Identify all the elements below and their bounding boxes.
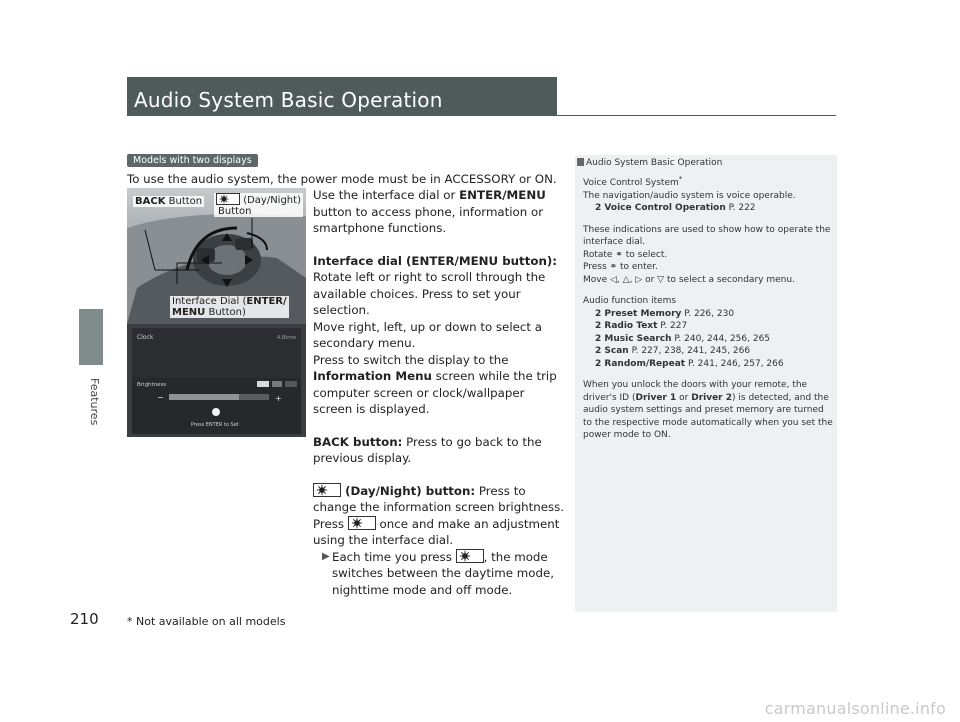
- title-rule: [127, 115, 836, 116]
- move-down-icon: ▽: [657, 274, 665, 285]
- move-up-icon: △: [622, 274, 630, 285]
- daynight-button-callout: (Day/Night) Button: [214, 193, 303, 217]
- voice-control-link[interactable]: Voice Control Operation: [604, 203, 726, 213]
- intro-text: To use the audio system, the power mode must be in ACCESSORY or ON.: [127, 172, 557, 186]
- screen-minus: −: [157, 393, 164, 402]
- page-number: 210: [70, 610, 99, 628]
- list-item: 2 Random/Repeat P. 241, 246, 257, 266: [595, 358, 784, 369]
- models-badge: Models with two displays: [127, 154, 258, 167]
- dial-heading: Interface dial (ENTER/MENU button):: [313, 253, 557, 268]
- preset-memory-link[interactable]: Preset Memory: [604, 308, 682, 319]
- list-item: 2 Music Search P. 240, 244, 256, 265: [595, 333, 771, 344]
- list-item: 2 Radio Text P. 227: [595, 321, 688, 331]
- sidebar-content: Voice Control System* The navigation/audio system is voice operable. 2 Voice Control Operation P. 222 These indications are used to show how to operate the interface dial. Rotate ⚭ to select. Press ⚭ to enter. Move ◁, △, ▷ or ▽ to select a secondary menu. Audio function items 2 Preset Memory P. 226, 230 2 Radio Text P. 227 2 Music Search P. 240, 244, 256, 265 2 Scan P. 227, 238, 241, 245, 266 2 Random/Repeat P. 241, 246, 257, 266 When you unlock the doors with your remote, the driver's ID (Driver 1 or Driver 2) is detected, and the audio system settings and preset memory are turned to the respective mode automatically when you set the power mode to ON.: [583, 175, 833, 440]
- screen-right-label: A.Bkme: [277, 335, 297, 341]
- screen-plus: +: [275, 394, 282, 403]
- random-repeat-link[interactable]: Random/Repeat: [604, 358, 686, 369]
- each-time-note: ▶ Each time you press , the mode switches between the daytime mode, nighttime mode and off mode.: [322, 549, 554, 597]
- screen-press-enter: Press ENTER to Set: [191, 422, 239, 428]
- audio-function-list: [583, 308, 833, 371]
- triangle-right-icon: ▶: [322, 550, 330, 562]
- day-night-icon: [216, 193, 240, 205]
- note-icon: [577, 158, 584, 166]
- day-night-icon: [348, 516, 376, 530]
- interface-dial-callout: Interface Dial (ENTER/ MENU Button): [172, 296, 287, 318]
- rotate-dial-icon: ⚭: [615, 249, 623, 260]
- screen-clock-label: Clock: [137, 334, 154, 341]
- watermark: carmanualsonline.info: [764, 699, 946, 718]
- day-night-icon: [456, 549, 484, 563]
- section-label: Features: [88, 378, 101, 426]
- list-item: 2 Preset Memory P. 226, 230: [595, 308, 735, 319]
- list-item: 2 Scan P. 227, 238, 241, 245, 266: [595, 346, 751, 356]
- section-tab-marker: [79, 309, 103, 365]
- move-left-icon: ◁: [610, 274, 617, 285]
- screen-brightness-label: Brightness: [137, 382, 167, 388]
- brightness-screen: [127, 324, 306, 437]
- sidebar-heading: Audio System Basic Operation: [577, 158, 722, 168]
- press-dial-icon: ⚭: [609, 262, 618, 272]
- main-body: Use the interface dial or ENTER/MENU button to access phone, information or smartphone functions. Interface dial (ENTER/MENU button): Rotate left or right to scroll through the available choices. Press to set your selection. Move right, left, up or down to select a secondary menu. Press to switch the display to the Information Menu screen while the trip computer screen or clock/wallpaper screen is displayed. BACK button: Press to go back to the previous display. (Day/Night) button: Press to change the information screen brightness. Press once and make an adjustment using the interface dial. ▶ Each time you press , the mode switches between the daytime mode, nighttime mode and off mode.: [313, 188, 565, 597]
- radio-text-link[interactable]: Radio Text: [604, 321, 658, 331]
- day-night-icon: [313, 483, 341, 497]
- back-button-callout: BACK Button: [135, 196, 203, 207]
- ref-arrow-icon: 2: [595, 203, 605, 213]
- footnote: * Not available on all models: [127, 615, 286, 628]
- music-search-link[interactable]: Music Search: [604, 333, 672, 344]
- scan-link[interactable]: Scan: [604, 346, 629, 356]
- page-title: Audio System Basic Operation: [134, 88, 443, 112]
- move-right-icon: ▷: [635, 274, 643, 285]
